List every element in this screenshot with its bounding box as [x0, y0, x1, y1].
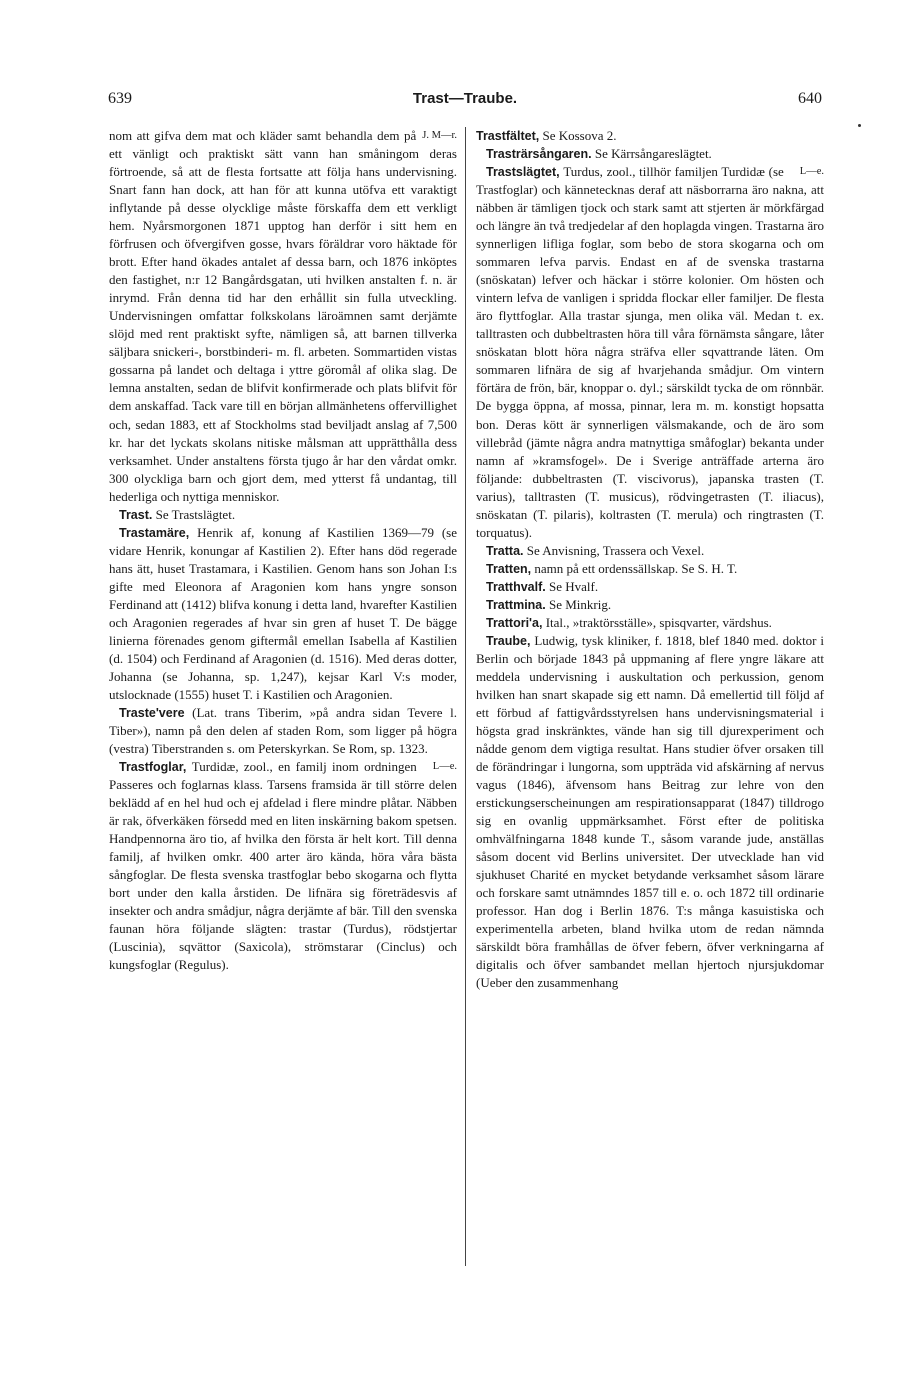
entry-text: Ital., »traktörsställe», spisqvarter, värdshus. — [545, 614, 772, 630]
entry-text: Ludwig, tysk kliniker, f. 1818, blef 1840 med. doktor i Berlin och började 1843 på uppmaning af flere yngre läkare att meddela undervisning i auskultation och perkussion, genom hvilken han snart skapade sig ett namn. Då emellertid till följd af ett förbud af fattigvårdsstyrelsen hans undervisningsmaterial i högsta grad inskränktes, vände han sig till djurexperiment och nådde genom dem vigtiga resultat. Hans studier öfver orsaken till de förändringar i lungorna, som uppträda vid afskärning af nervus vagus (1846), äfvensom hans Beitrag zur lehre von den erstickungserscheinungen am respirationsapparat (1847) tilldrogo sig en ovanlig uppmärksamhet. Först efter de politiska omhvälfningarna 1848 kunde T., såsom varande jude, anställas såsom docent vid Berlins universitet. Der utvecklade han vid sjukhuset Charité en mycket betydande verksamhet såsom lärare och forskare samt utnämndes 1857 till e. o. och 1872 till ordinarie professor. Han dog i Berlin 1876. T:s många kasuistiska och experimentella arbeten, bland hvilka utom de redan nämnda särskildt böra framhållas de öfver febern, öfver verkningarna af digitalis och öfver sambandet mellan hjertoch njursjukdomar (Ueber den zusammenhang — [476, 632, 824, 991]
entry-headword: Traste'vere — [119, 706, 185, 720]
entry-text: Se Kärrsångareslägtet. — [594, 146, 712, 162]
entry-headword: Trastfoglar, — [119, 760, 187, 775]
column-divider — [465, 127, 466, 1266]
left-column — [109, 127, 457, 974]
dictionary-entry — [476, 578, 824, 596]
entry-headword: Trast. — [119, 507, 153, 522]
entry-text: nom att gifva dem mat och kläder samt behandla dem på ett vänligt och praktiskt sätt vann han småningom deras förtroende, så att de flesta fortsatte att följa hans undervisning. Snart fann han dock, att han för att kunna utöfva ett varaktigt inflytande på desse olycklige måste förskaffa dem ett verkligt hem. Nyårsmorgonen 1871 upptog han derför i sitt hem en förfrusen och öfvergifven gosse, hvars föräldrar voro häktade för brott. Efter hand ökades antalet af dessa barn, och 1876 inköptes den fastighet, n:r 12 Bangårdsgatan, uti hvilken anstalten f. n. är inrymd. Från denna tid har den erhållit sin fulla utveckling. Undervisningen omfattar folkskolans läroämnen samt derjämte slöjd med rent praktiskt syfte, nämligen så, att barnen tillverka säljbara snickeri-, borstbinderi- m. fl. arbeten. Sommartiden vistas gossarna på landet och deltaga i yttre göromål af olika slag. De lemna anstalten, sedan de blifvit konfirmerade och plats blifvit för dem anskaffad. Tack vare till en början allmänhetens offervillighet och, sedan 1883, ett af Stockholms stad beviljadt anslag af 7,500 kr. har det lyckats skolans nitiske målsman att upprätthålla dess verksamhet. Under anstaltens första tjugo år har den vårdat omkr. 300 olyckliga barn och gjort dem, med ytterst få undantag, till hederliga och nyttiga menniskor. — [109, 128, 457, 504]
dictionary-entry — [476, 145, 824, 163]
entry-text: Henrik af, konung af Kastilien 1369—79 (se vidare Henrik, konungar af Kastilien 2). Efter hans död regerade hans ätt, huset Trastamara, i Kastilien. Genom hans son Johan I:s gifte med Eleonora af Aragonien kom hans yngre sonson Ferdinand att (1412) blifva konung i detta land, hvarefter Kastilien och Aragonien regerades af hvar sin gren af huset T. De bägge linierna förenades genom giftermål emellan Isabella af Kastilien (d. 1504) och Ferdinand af Aragonien (d. 1516). Med deras dotter, Johanna (se Johanna, sp. 1,247), kejsar Karl V:s moder, utslocknade (1555) huset T. i Kastilien och Aragonien. — [109, 524, 458, 702]
entry-headword: Trattmina. — [486, 597, 546, 612]
entry-text: Se Minkrig. — [549, 596, 612, 612]
dictionary-entry — [476, 596, 824, 614]
entry-text: Turdidæ, zool., en familj inom ordningen Passeres och foglarnas klass. Tarsens framsida är till större delen beklädd af en hel hud och ej afdelad i flere mindre plåtar. Näbben är rak, öfverkäken försedd med en liten inskärning bakom spetsen. Handpennorna äro tio, af hvilka den första är helt kort. Till denna familj, af hvilken omkr. 400 arter äro kända, höra våra bästa sångfoglar. De flesta svenska trastfoglar bebo skogarna och flytta bort under den kalla årstiden. De lifnära sig företrädesvis af insekter och andra smådjur, några derjämte af bär. Till den svenska faunan höra följande slägten: trastar (Turdus), rödstjertar (Luscinia), sqvättor (Saxicola), strömstarar (Cinclus) och kungsfoglar (Regulus). — [109, 759, 457, 973]
entry-text: (Lat. trans Tiberim, »på andra sidan Tevere l. Tiber»), namn på den delen af staden Rom, som ligger på högra (vestra) Tiberstranden s. om Peterskyrkan. Se Rom, sp. 1323. — [109, 705, 457, 757]
entry-headword: Tratten, — [486, 561, 532, 576]
entry-text: Se Trastslägtet. — [155, 506, 236, 522]
entry-text: Se Hvalf. — [549, 578, 599, 594]
dictionary-entry — [476, 127, 824, 145]
entry-text: Se Kossova 2. — [542, 128, 617, 143]
dictionary-entry — [109, 704, 457, 758]
dictionary-entry — [109, 127, 457, 506]
dictionary-entry — [476, 560, 824, 578]
entry-headword: Tratta. — [486, 543, 524, 558]
dictionary-entry — [476, 614, 824, 632]
dictionary-entry — [476, 632, 824, 993]
page-number-right: 640 — [798, 90, 822, 107]
entry-headword: Traube, — [486, 633, 531, 648]
page-header — [108, 90, 822, 114]
entry-text: Turdus, zool., tillhör familjen Turdidæ (se Trastfoglar) och kännetecknas deraf att näsborrarna äro nakna, att näbben är tämligen tjock och stark samt att stjerten är mörkfärgad och längre än två tredjedelar af den hoplagda vingen. Trastarna äro synnerligen lifliga foglar, som bebo de stora skogarna och om sommaren lefva parvis. Endast en af de svenska trastarna (snöskatan) lefver och häckar i större kolonier. Om hösten och vintern lefva de vanligen i spridda flockar eller familjer. De flesta äro flyttfoglar. Alla trastar sjunga, men olika väl. Medan t. ex. talltrasten och dubbeltrasten höra till våra förnämsta sångare, låter snöskatan blott höra några sträfva eller sqvattrande läten. Om sommaren lifnära de sig af hvarjehanda smådjur. Om vintern förtära de frön, bär, knoppar o. dyl.; särskildt tycka de om rönnbär. De bygga öppna, af mossa, pinnar, lera m. m. konstigt hopsatta bon. Deras kött är synnerligen välsmakande, och de äro som villebråd (jämte några andra matnyttiga småfoglar) bekanta under namn af »kramsfogel». De i Sverige anträffade arterna äro följande: dubbeltrasten (T. viscivorus), japanska trasten (T. varius), talltrasten (T. musicus), rödvingetrasten (T. iliacus), snöskatan (T. pilaris), koltrasten (T. merula) och ringtrasten (T. torquatus). — [476, 164, 824, 540]
entry-headword: Trattori'a, — [486, 615, 543, 630]
ink-speck — [858, 124, 861, 127]
page-number-left: 639 — [108, 90, 132, 107]
entry-signature: L—e. — [799, 166, 824, 178]
entry-text: namn på ett ordenssällskap. Se S. H. T. — [534, 560, 738, 576]
dictionary-entry — [109, 524, 457, 704]
running-title: Trast—Traube. — [412, 90, 518, 107]
dictionary-entry — [109, 758, 457, 974]
entry-headword: Trasträrsångaren. — [486, 147, 592, 162]
entry-headword: Trastslägtet, — [486, 165, 560, 180]
dictionary-entry — [476, 542, 824, 560]
entry-headword: Trastfältet, — [476, 129, 540, 143]
entry-signature: J. M—r. — [422, 130, 457, 141]
entry-headword: Tratthvalf. — [486, 579, 546, 594]
entry-headword: Trastamäre, — [119, 525, 190, 540]
dictionary-entry — [476, 163, 824, 542]
right-column — [476, 127, 824, 993]
dictionary-entry — [109, 506, 457, 524]
entry-signature: L—e. — [432, 761, 457, 773]
entry-text: Se Anvisning, Trassera och Vexel. — [526, 542, 705, 558]
